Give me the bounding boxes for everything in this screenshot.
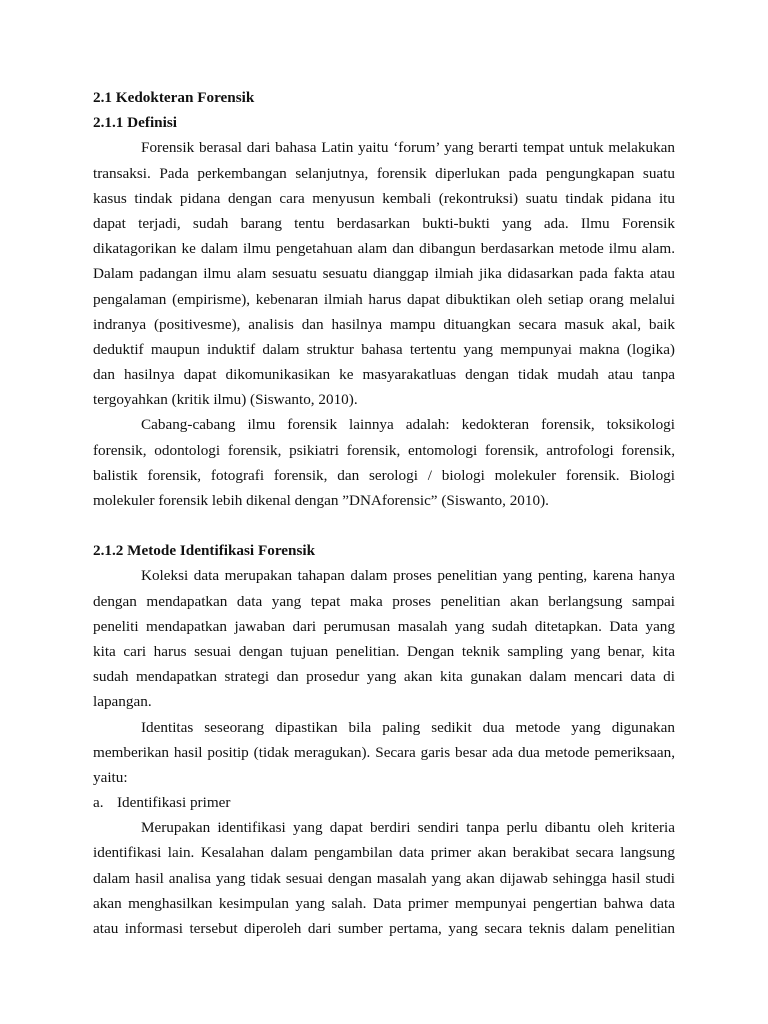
text-line: sudah mendapatkan strategi dan prosedur yang akan kita gunakan dalam mencari data di	[93, 668, 675, 686]
text-line: peneliti mendapatkan jawaban dari perumusan masalah yang sudah ditetapkan. Data yang	[93, 617, 675, 635]
text-line: akan menghasilkan kesimpulan yang salah. Data primer mempunyai pengertian bahwa data	[93, 894, 675, 912]
paragraph-koleksi-data	[93, 563, 675, 714]
text-line: Merupakan identifikasi yang dapat berdiri sendiri tanpa perlu dibantu oleh kriteria	[141, 819, 675, 837]
text-line: dikatagorikan ke dalam ilmu pengetahuan alam dan dibangun berdasarkan metode ilmu alam.	[93, 240, 675, 258]
text-line: Cabang-cabang ilmu forensik lainnya adalah: kedokteran forensik, toksikologi	[141, 416, 675, 434]
text-line: kita cari harus sesuai dengan tujuan penelitian. Dengan teknik sampling yang benar, kita	[93, 642, 675, 660]
text-line: deduktif maupun induktif dalam struktur bahasa tertentu yang mempunyai makna (logika)	[93, 340, 675, 358]
text-line: dan hasilnya dapat dikomunikasikan ke masyarakatluas dengan tidak mudah atau tanpa	[93, 366, 675, 384]
text-line: Forensik berasal dari bahasa Latin yaitu ‘forum’ yang berarti tempat untuk melakukan	[141, 139, 675, 157]
text-line: molekuler forensik lebih dikenal dengan ”DNAforensic” (Siswanto, 2010).	[93, 492, 549, 509]
text-line: identifikasi lain. Kesalahan dalam pengambilan data primer akan berakibat secara langsung	[93, 844, 675, 862]
heading-2-1-2: 2.1.2 Metode Identifikasi Forensik	[93, 542, 316, 560]
text-line: lapangan.	[93, 693, 152, 711]
text-line: tergoyahkan (kritik ilmu) (Siswanto, 2010).	[93, 391, 358, 409]
text-line: kasus tindak pidana dengan cara menyusun kembali (rekontruksi) suatu tindak pidana itu	[93, 189, 675, 207]
text-line: dapat terjadi, sudah barang tentu berdasarkan bukti-bukti yang ada. Ilmu Forensik	[93, 214, 675, 232]
text-line: dalam hasil analisa yang tidak sesuai dengan masalah yang akan dijawab sehingga hasil studi	[93, 869, 675, 887]
list-marker: a.	[93, 794, 104, 812]
paragraph-identitas	[93, 715, 675, 791]
text-line: atau informasi tersebut diperoleh dari sumber pertama, yang secara teknis dalam penelitian	[93, 920, 675, 937]
text-line: memberikan hasil positip (tidak meragukan). Secara garis besar ada dua metode pemeriksaan,	[93, 743, 675, 761]
heading-2-1: 2.1 Kedokteran Forensik	[93, 89, 255, 106]
heading-2-1-1: 2.1.1 Definisi	[93, 114, 177, 132]
paragraph-definisi	[93, 135, 675, 412]
paragraph-identifikasi-primer	[93, 815, 675, 941]
text-line: Dalam padangan ilmu alam sesuatu sesuatu dianggap ilmiah jika didasarkan pada fakta atau	[93, 265, 675, 283]
text-line: forensik, odontologi forensik, psikiatri forensik, entomologi forensik, antrofologi forensik,	[93, 441, 675, 459]
text-line: yaitu:	[93, 768, 128, 786]
text-line: balistik forensik, fotografi forensik, dan serologi / biologi molekuler forensik. Biologi	[93, 466, 675, 484]
document-body	[93, 85, 675, 941]
list-item-identifikasi-primer	[93, 790, 675, 815]
paragraph-cabang-ilmu	[93, 412, 675, 513]
text-line: Koleksi data merupakan tahapan dalam proses penelitian yang penting, karena hanya	[141, 567, 675, 585]
list-item-label: Identifikasi primer	[117, 794, 231, 812]
text-line: indranya (positivesme), analisis dan hasilnya mampu dituangkan secara masuk akal, baik	[93, 315, 675, 333]
text-line: transaksi. Pada perkembangan selanjutnya, forensik diperlukan pada pengungkapan suatu	[93, 164, 675, 182]
text-line: dengan mendapatkan data yang tepat maka proses penelitian akan berlangsung sampai	[93, 592, 675, 610]
text-line: pengalaman (empirisme), kebenaran ilmiah harus dapat dibuktikan oleh setiap orang melalui	[93, 290, 675, 308]
text-line: Identitas seseorang dipastikan bila paling sedikit dua metode yang digunakan	[141, 718, 675, 736]
